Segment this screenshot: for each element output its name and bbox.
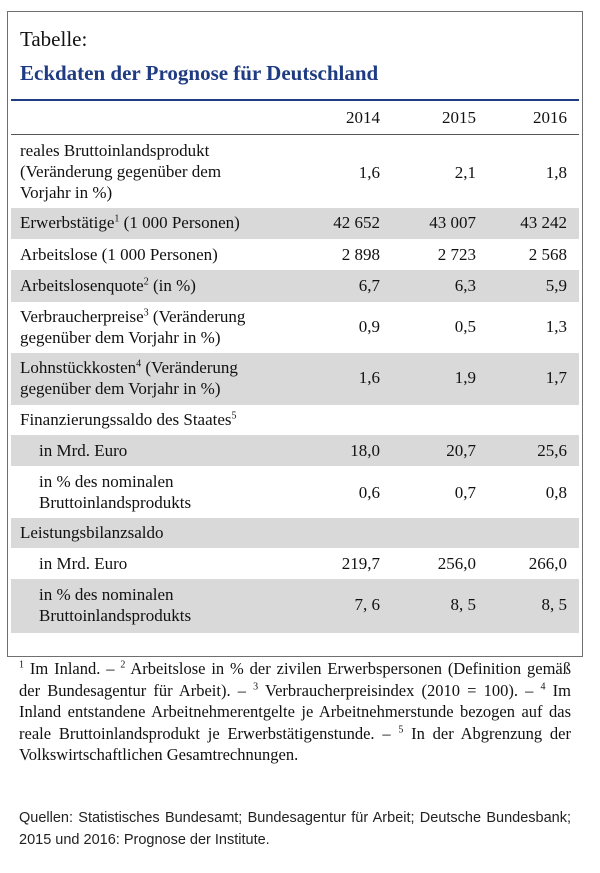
- value-2014: 18,0: [350, 441, 380, 460]
- footnote-marker: 4: [136, 358, 142, 370]
- value-2014: 2 898: [341, 245, 380, 264]
- table-row: [11, 208, 579, 239]
- row-label-suffix: (in %): [148, 276, 196, 295]
- row-label: [39, 471, 191, 513]
- row-label-text: in % des nominalen Bruttoinlandsprodukts: [39, 585, 192, 625]
- footnote-marker: 5: [231, 410, 237, 422]
- value-2015: 43 007: [429, 213, 476, 232]
- table-row: [11, 302, 579, 353]
- table-label: Tabelle:: [20, 27, 88, 51]
- value-2014: 42 652: [333, 213, 380, 232]
- value-2014: 6,7: [358, 276, 380, 295]
- row-label-text: in Mrd. Euro: [39, 554, 128, 573]
- row-label-text: Finanzierungssaldo des Staates: [20, 410, 232, 429]
- year-header-2014: 2014: [346, 108, 380, 127]
- value-2016: 1,3: [545, 317, 567, 336]
- table-title: Eckdaten der Prognose für Deutschland: [20, 61, 379, 85]
- value-2016: 5,9: [545, 276, 567, 295]
- value-2016: 25,6: [537, 441, 567, 460]
- value-2016: 1,8: [545, 163, 567, 182]
- value-2016: 43 242: [520, 213, 567, 232]
- row-label-text: in Mrd. Euro: [39, 441, 128, 460]
- value-2015: 2 723: [437, 245, 476, 264]
- value-2014: 0,6: [358, 483, 380, 502]
- row-label-text: Erwerbstätige: [20, 213, 115, 232]
- footnotes: [19, 658, 571, 766]
- footnote-number: 4: [540, 681, 546, 692]
- data-table: [11, 101, 579, 633]
- footnote-text: In der Abgrenzung der Volkswirtschaftlichen Gesamtrechnungen.: [19, 723, 572, 764]
- value-2016: 8, 5: [541, 595, 567, 614]
- row-label-text: Verbraucherpreise: [20, 307, 144, 326]
- row-label-suffix: (Veränderung gegenüber dem Vorjahr in %): [20, 358, 238, 398]
- value-2015: 20,7: [446, 441, 476, 460]
- year-header-2016: 2016: [533, 108, 567, 127]
- value-2015: 256,0: [437, 554, 476, 573]
- table-body: [11, 135, 579, 633]
- table-row: [11, 548, 579, 579]
- table-header-row: [11, 101, 579, 135]
- value-2015: 2,1: [454, 163, 476, 182]
- footnote-text: Arbeitslose in % der zivilen Erwerbspersonen (Definition gemäß der Bundesagentur für Arbeit). –: [19, 659, 571, 700]
- table-row: [11, 579, 579, 633]
- row-label: [39, 440, 127, 461]
- row-label-text: in % des nominalen Bruttoinlandsprodukts: [39, 472, 192, 512]
- table-row: [11, 518, 579, 548]
- value-2014: 1,6: [358, 368, 380, 387]
- footnote-number: 5: [398, 724, 404, 735]
- value-2014: 1,6: [358, 163, 380, 182]
- value-2016: 2 568: [528, 245, 567, 264]
- row-label: [20, 409, 237, 430]
- row-label: [20, 522, 164, 543]
- row-label: [20, 306, 245, 348]
- footnote-number: 2: [120, 659, 126, 671]
- row-label-text: Arbeitslose (1 000 Personen): [20, 245, 218, 264]
- value-2016: 1,7: [545, 368, 567, 387]
- value-2015: 8, 5: [450, 595, 476, 614]
- value-2015: 1,9: [454, 368, 476, 387]
- row-label-suffix: (Veränderung gegenüber dem Vorjahr in %): [20, 307, 246, 347]
- value-2014: 7, 6: [354, 595, 380, 614]
- row-label-text: reales Bruttoinlandsprodukt (Veränderung gegenüber dem Vorjahr in %): [20, 141, 222, 202]
- value-2014: 0,9: [358, 317, 380, 336]
- table-row: [11, 405, 579, 435]
- table-row: [11, 466, 579, 518]
- row-label: [20, 140, 221, 203]
- row-label: [39, 553, 127, 574]
- footnote-number: 1: [19, 659, 24, 671]
- footnote-marker: 3: [143, 307, 149, 319]
- value-2015: 0,5: [454, 317, 476, 336]
- row-label: [20, 244, 218, 265]
- row-label-suffix: (1 000 Personen): [119, 213, 240, 232]
- row-label: [20, 212, 240, 233]
- footnote-number: 3: [253, 681, 259, 692]
- table-row: [11, 135, 579, 208]
- table-row: [11, 270, 579, 302]
- sources-note: Quellen: Statistisches Bundesamt; Bundesagentur für Arbeit; Deutsche Bundesbank; 2015 und 2016: Prognose der Institute.: [19, 810, 571, 848]
- row-label: [20, 357, 238, 399]
- row-label: [39, 584, 191, 626]
- footnote-text: Verbraucherpreisindex (2010 = 100). –: [258, 680, 541, 700]
- value-2015: 6,3: [454, 276, 476, 295]
- footnote-text: Im Inland entstandene Arbeitnehmerentgelte je Arbeitnehmerstunde bezogen auf das reale Bruttoinlandsprodukt je Erwerbstätigenstunde. –: [19, 680, 571, 743]
- table-row: [11, 239, 579, 270]
- footnote-marker: 1: [114, 213, 120, 225]
- footnote-marker: 2: [143, 276, 149, 288]
- footnote-text: Im Inland. –: [24, 659, 121, 678]
- value-2014: 219,7: [341, 554, 380, 573]
- row-label-text: Arbeitslosenquote: [20, 276, 144, 295]
- table-row: [11, 353, 579, 405]
- value-2016: 266,0: [528, 554, 567, 573]
- year-header-2015: 2015: [442, 108, 476, 127]
- row-label: [20, 275, 196, 296]
- table-row: [11, 435, 579, 466]
- row-label-text: Lohnstückkosten: [20, 358, 137, 377]
- row-label-text: Leistungsbilanzsaldo: [20, 523, 164, 542]
- value-2015: 0,7: [454, 483, 476, 502]
- value-2016: 0,8: [545, 483, 567, 502]
